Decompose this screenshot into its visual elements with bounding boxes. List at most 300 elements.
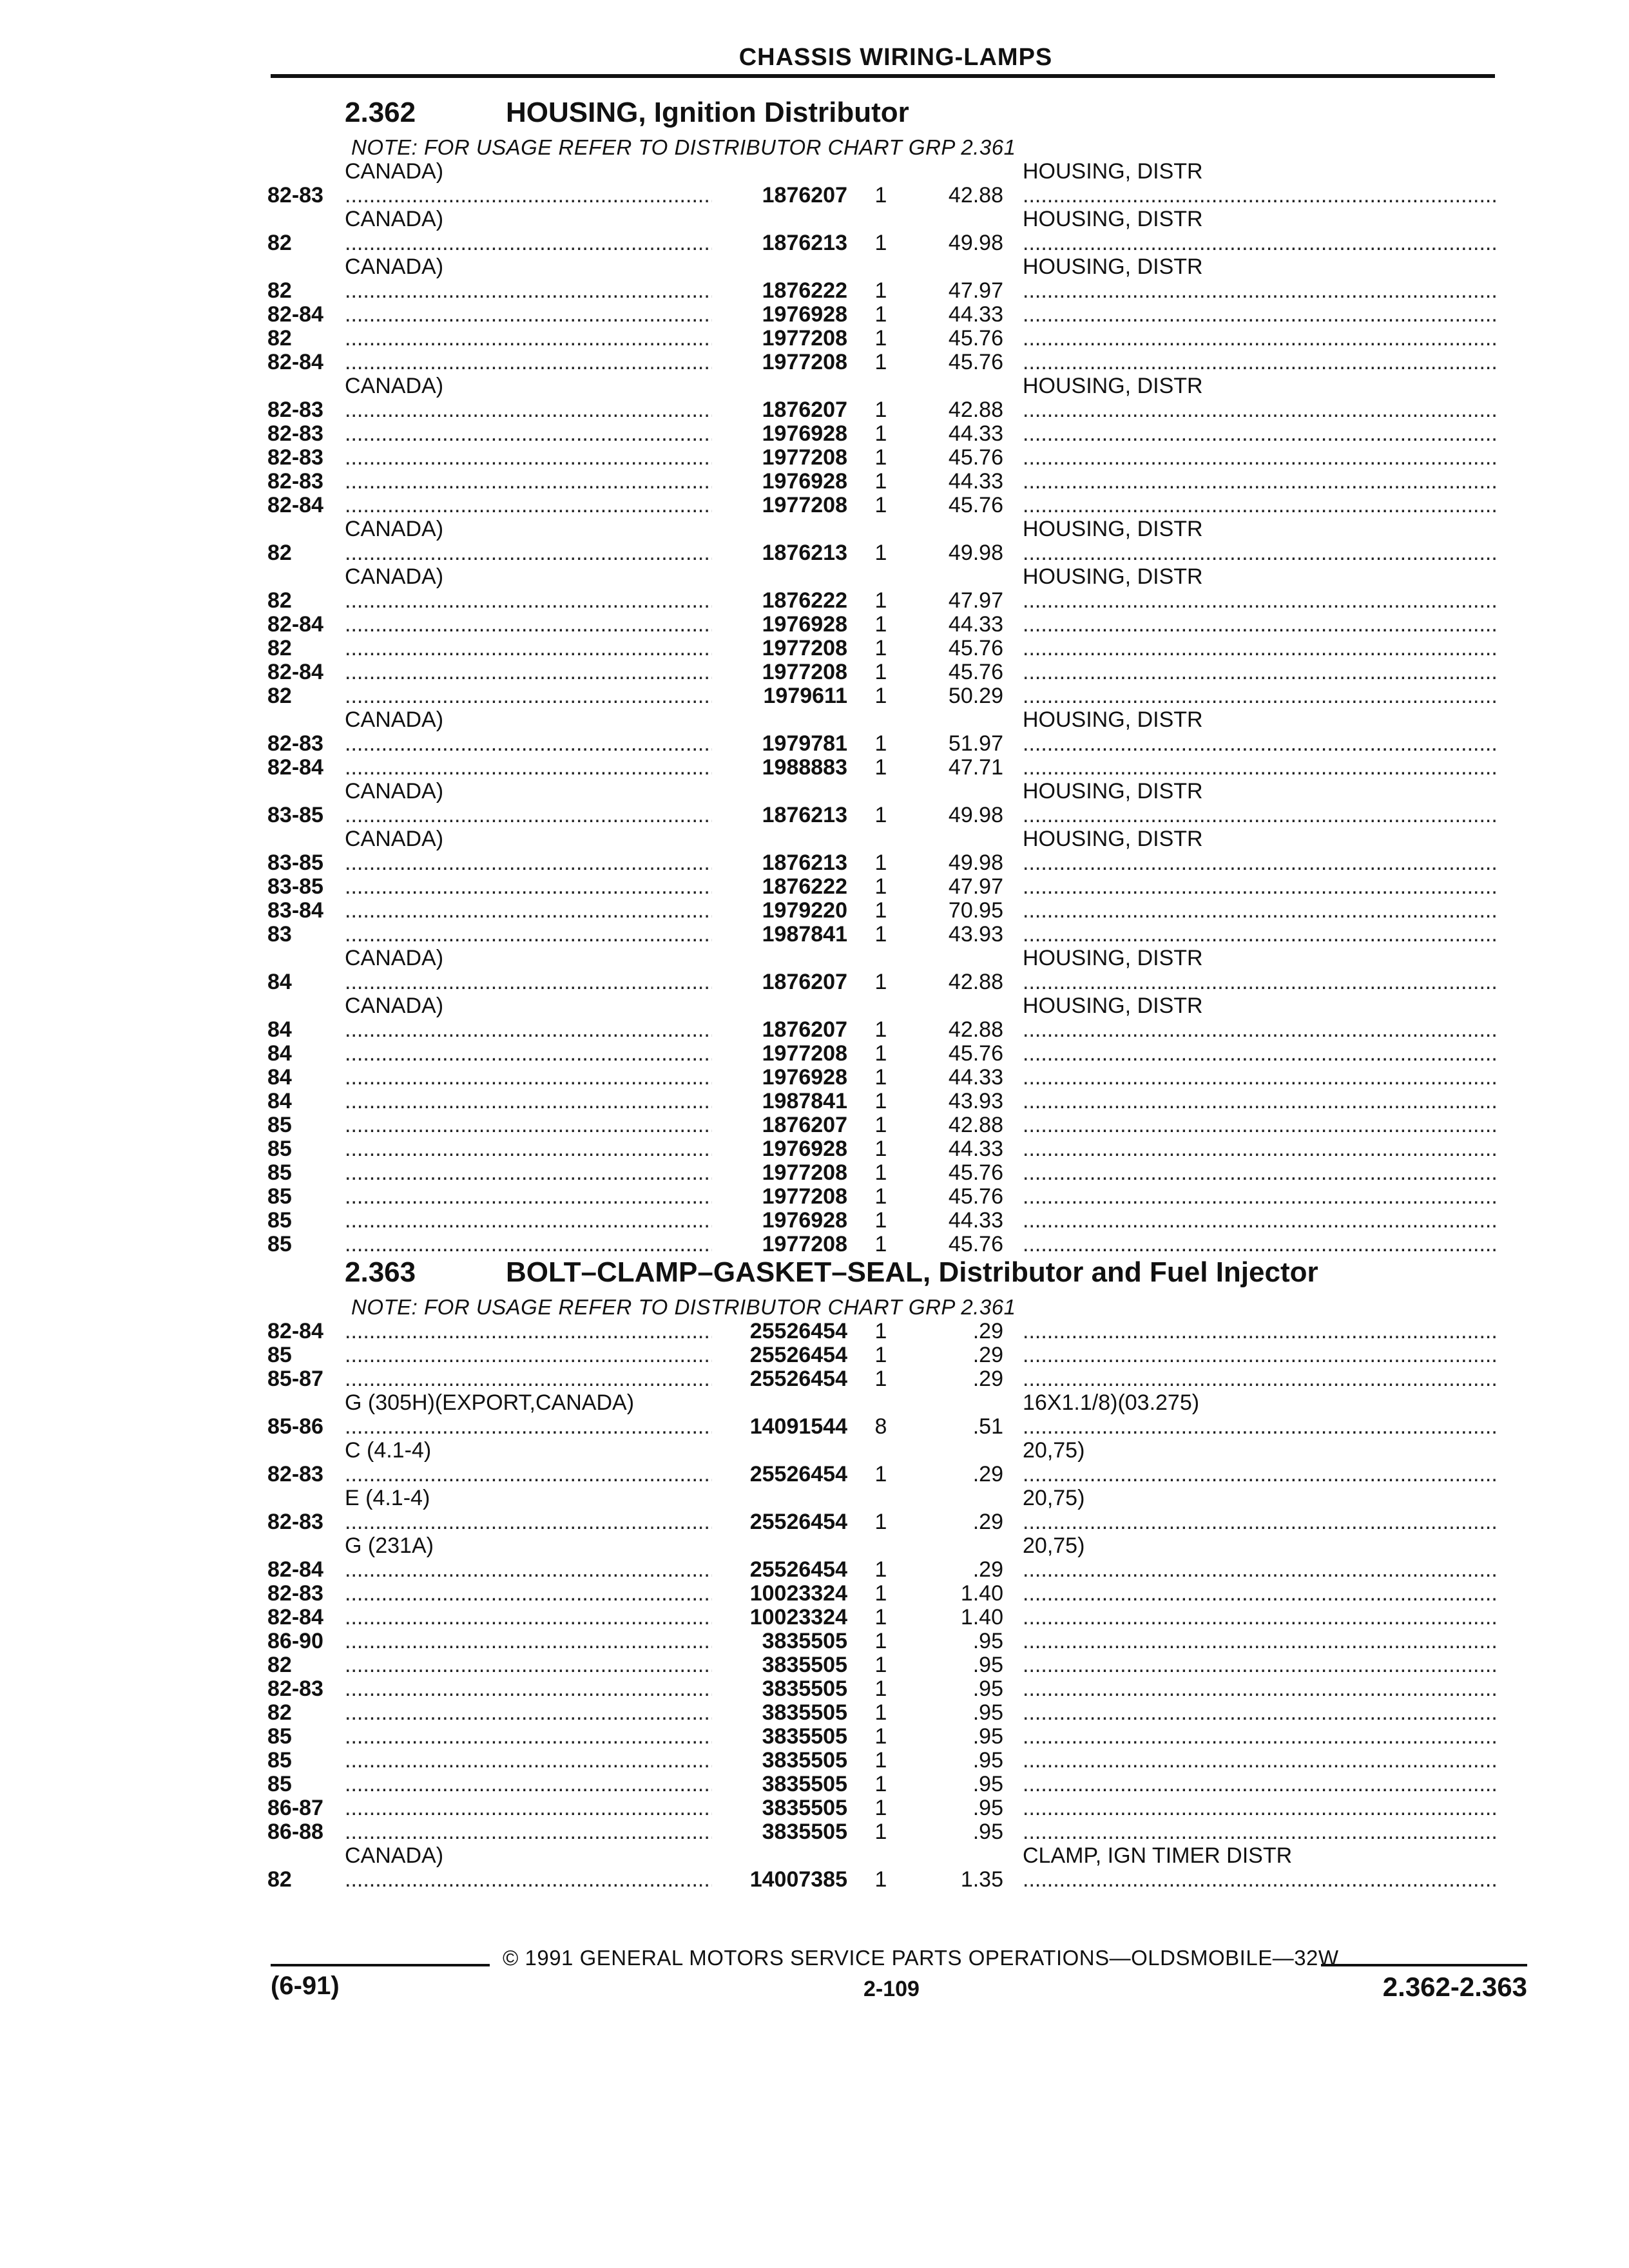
parts-table <box>267 160 1524 1256</box>
part-name <box>1023 1606 1524 1629</box>
model-year: 82 <box>267 327 292 351</box>
part-name <box>1023 1090 1524 1113</box>
quantity: 1 <box>874 660 887 684</box>
table-row <box>267 1391 1524 1439</box>
part-number: 1976928 <box>762 1209 847 1233</box>
model-year: 85 <box>267 1343 292 1367</box>
part-number: 1876207 <box>762 183 847 207</box>
quantity: 1 <box>874 613 887 637</box>
table-row <box>267 1773 1524 1796</box>
table-row <box>267 207 1524 255</box>
model-year: 85 <box>267 1209 292 1233</box>
part-number: 25526454 <box>749 1510 847 1534</box>
quantity: 1 <box>874 1796 887 1820</box>
part-name <box>1023 494 1524 517</box>
usage-description: CANADA) ..... <box>345 780 712 827</box>
usage-description <box>345 660 712 684</box>
price: 49.98 <box>948 803 1003 827</box>
model-year: 82 <box>267 231 292 255</box>
usage-description <box>345 1185 712 1209</box>
price: 49.98 <box>948 541 1003 565</box>
part-number: 3835505 <box>762 1820 847 1844</box>
price: 1.35 <box>960 1867 1003 1892</box>
price: .95 <box>972 1677 1003 1701</box>
part-number: 10023324 <box>749 1582 847 1606</box>
quantity: 1 <box>874 1113 887 1137</box>
section-heading <box>267 97 1524 135</box>
part-name <box>1023 899 1524 923</box>
usage-description <box>345 1701 712 1725</box>
part-number: 1876222 <box>762 875 847 899</box>
quantity: 1 <box>874 1510 887 1534</box>
price: 45.76 <box>948 660 1003 684</box>
part-number: 3835505 <box>762 1773 847 1796</box>
usage-description <box>345 1606 712 1629</box>
table-row <box>267 899 1524 923</box>
part-name <box>1023 1582 1524 1606</box>
price: .29 <box>972 1320 1003 1343</box>
part-name <box>1023 1367 1524 1391</box>
price: 42.88 <box>948 183 1003 207</box>
part-name <box>1023 1773 1524 1796</box>
model-year: 82 <box>267 1701 292 1725</box>
table-row <box>267 637 1524 660</box>
usage-description: CANADA) ..... <box>345 255 712 303</box>
price: .95 <box>972 1701 1003 1725</box>
model-year: 82-84 <box>267 613 323 637</box>
model-year: 85-87 <box>267 1367 323 1391</box>
part-number: 14091544 <box>749 1414 847 1439</box>
model-year: 86-87 <box>267 1796 323 1820</box>
usage-description <box>345 637 712 660</box>
part-number: 1876222 <box>762 278 847 303</box>
model-year: 82-83 <box>267 183 323 207</box>
part-number: 14007385 <box>749 1867 847 1892</box>
quantity: 1 <box>874 1462 887 1486</box>
section-note: NOTE: FOR USAGE REFER TO DISTRIBUTOR CHART GRP 2.361 <box>351 135 1016 159</box>
footer-copyright: © 1991 GENERAL MOTORS SERVICE PARTS OPERATIONS—OLDSMOBILE—32W <box>503 1946 1339 1970</box>
section-number: 2.362 <box>345 97 416 128</box>
part-name <box>1023 613 1524 637</box>
model-year: 82 <box>267 684 292 708</box>
quantity: 1 <box>874 731 887 756</box>
part-name: HOUSING, DISTR ..... <box>1023 517 1524 565</box>
footer-page-number: 2-109 <box>863 1977 920 2001</box>
part-name <box>1023 1653 1524 1677</box>
model-year: 82-84 <box>267 351 323 374</box>
table-row <box>267 327 1524 351</box>
part-name: 20,75) ..... <box>1023 1534 1524 1582</box>
part-name: HOUSING, DISTR ..... <box>1023 255 1524 303</box>
usage-description <box>345 1090 712 1113</box>
price: 47.71 <box>948 756 1003 780</box>
table-row <box>267 708 1524 756</box>
model-year: 85 <box>267 1113 292 1137</box>
quantity: 1 <box>874 1773 887 1796</box>
price: 47.97 <box>948 875 1003 899</box>
quantity: 1 <box>874 1557 887 1582</box>
quantity: 1 <box>874 756 887 780</box>
table-row <box>267 422 1524 446</box>
price: 45.76 <box>948 1233 1003 1256</box>
part-number: 1976928 <box>762 422 847 446</box>
part-number: 1977208 <box>762 1042 847 1066</box>
quantity: 1 <box>874 1629 887 1653</box>
usage-description: CANADA) ..... <box>345 160 712 207</box>
usage-description: CANADA) ..... <box>345 947 712 994</box>
usage-description <box>345 1629 712 1653</box>
model-year: 83-85 <box>267 803 323 827</box>
model-year: 82-83 <box>267 1582 323 1606</box>
part-number: 1987841 <box>762 923 847 947</box>
usage-description <box>345 613 712 637</box>
usage-description <box>345 1161 712 1185</box>
part-number: 1977208 <box>762 327 847 351</box>
table-row <box>267 994 1524 1042</box>
model-year: 84 <box>267 1066 292 1090</box>
price: .95 <box>972 1725 1003 1749</box>
table-row <box>267 923 1524 947</box>
quantity: 1 <box>874 899 887 923</box>
part-name <box>1023 1320 1524 1343</box>
table-row <box>267 494 1524 517</box>
usage-description <box>345 684 712 708</box>
usage-description <box>345 1677 712 1701</box>
model-year: 82 <box>267 1867 292 1892</box>
model-year: 82-84 <box>267 756 323 780</box>
quantity: 1 <box>874 1343 887 1367</box>
model-year: 85-86 <box>267 1414 323 1439</box>
part-number: 1876213 <box>762 231 847 255</box>
part-number: 1976928 <box>762 303 847 327</box>
table-row <box>267 875 1524 899</box>
price: .29 <box>972 1462 1003 1486</box>
quantity: 1 <box>874 1725 887 1749</box>
usage-description: CANADA) ..... <box>345 827 712 875</box>
parts-table <box>267 1320 1524 1892</box>
part-number: 1976928 <box>762 470 847 494</box>
usage-description <box>345 1209 712 1233</box>
price: 44.33 <box>948 1209 1003 1233</box>
part-name: 20,75) ..... <box>1023 1439 1524 1486</box>
price: 49.98 <box>948 850 1003 875</box>
price: 44.33 <box>948 470 1003 494</box>
quantity: 1 <box>874 1606 887 1629</box>
usage-description <box>345 1749 712 1773</box>
price: .29 <box>972 1343 1003 1367</box>
section-note: NOTE: FOR USAGE REFER TO DISTRIBUTOR CHART GRP 2.361 <box>351 1295 1016 1319</box>
price: .29 <box>972 1510 1003 1534</box>
model-year: 83-85 <box>267 875 323 899</box>
table-row <box>267 827 1524 875</box>
price: 42.88 <box>948 1017 1003 1042</box>
quantity: 1 <box>874 446 887 470</box>
part-number: 1876207 <box>762 1017 847 1042</box>
usage-description <box>345 446 712 470</box>
quantity: 1 <box>874 351 887 374</box>
model-year: 85 <box>267 1749 292 1773</box>
usage-description: CANADA) ..... <box>345 565 712 613</box>
model-year: 84 <box>267 1017 292 1042</box>
part-number: 1979781 <box>762 731 847 756</box>
section-housing-ignition-distributor <box>267 97 1524 1256</box>
part-name: HOUSING, DISTR ..... <box>1023 160 1524 207</box>
footer-group-range: 2.362-2.363 <box>1382 1972 1527 2002</box>
part-number: 25526454 <box>749 1320 847 1343</box>
usage-description <box>345 899 712 923</box>
quantity: 1 <box>874 1209 887 1233</box>
price: 45.76 <box>948 1161 1003 1185</box>
table-row <box>267 255 1524 303</box>
price: 42.88 <box>948 1113 1003 1137</box>
price: 47.97 <box>948 588 1003 613</box>
part-number: 3835505 <box>762 1677 847 1701</box>
part-name <box>1023 923 1524 947</box>
model-year: 86-90 <box>267 1629 323 1653</box>
footer-rule-right <box>1321 1964 1527 1966</box>
usage-description: C (4.1-4) ..... <box>345 1439 712 1486</box>
price: 45.76 <box>948 351 1003 374</box>
table-row <box>267 1534 1524 1582</box>
model-year: 84 <box>267 1090 292 1113</box>
part-number: 1977208 <box>762 446 847 470</box>
model-year: 82-83 <box>267 1510 323 1534</box>
part-name <box>1023 1796 1524 1820</box>
model-year: 82 <box>267 541 292 565</box>
quantity: 1 <box>874 970 887 994</box>
part-name: HOUSING, DISTR ..... <box>1023 708 1524 756</box>
quantity: 1 <box>874 637 887 660</box>
part-name <box>1023 660 1524 684</box>
quantity: 1 <box>874 1749 887 1773</box>
price: 44.33 <box>948 1066 1003 1090</box>
table-row <box>267 1066 1524 1090</box>
part-number: 1976928 <box>762 613 847 637</box>
part-number: 3835505 <box>762 1701 847 1725</box>
table-row <box>267 1844 1524 1892</box>
usage-description: CANADA) ..... <box>345 1844 712 1892</box>
table-row <box>267 1820 1524 1844</box>
price: 44.33 <box>948 422 1003 446</box>
part-name <box>1023 327 1524 351</box>
quantity: 1 <box>874 588 887 613</box>
footer-rule-left <box>271 1964 490 1966</box>
part-number: 1979611 <box>763 684 847 708</box>
model-year: 85 <box>267 1161 292 1185</box>
part-number: 1876222 <box>762 588 847 613</box>
part-number: 3835505 <box>762 1725 847 1749</box>
price: 45.76 <box>948 1042 1003 1066</box>
quantity: 1 <box>874 398 887 422</box>
part-number: 1988883 <box>762 756 847 780</box>
model-year: 83-85 <box>267 850 323 875</box>
price: 47.97 <box>948 278 1003 303</box>
model-year: 82-83 <box>267 422 323 446</box>
model-year: 82 <box>267 588 292 613</box>
model-year: 82-84 <box>267 1320 323 1343</box>
usage-description <box>345 470 712 494</box>
model-year: 82-83 <box>267 470 323 494</box>
quantity: 1 <box>874 1582 887 1606</box>
page-footer <box>271 1946 1527 2023</box>
quantity: 1 <box>874 1701 887 1725</box>
quantity: 1 <box>874 1137 887 1161</box>
table-row <box>267 1439 1524 1486</box>
table-row <box>267 613 1524 637</box>
quantity: 1 <box>874 422 887 446</box>
quantity: 1 <box>874 1042 887 1066</box>
part-name: 16X1.1/8)(03.275) ..... <box>1023 1391 1524 1439</box>
usage-description <box>345 422 712 446</box>
model-year: 82-83 <box>267 731 323 756</box>
part-number: 3835505 <box>762 1749 847 1773</box>
part-name: HOUSING, DISTR ..... <box>1023 827 1524 875</box>
part-number: 1977208 <box>762 351 847 374</box>
quantity: 8 <box>874 1414 887 1439</box>
quantity: 1 <box>874 183 887 207</box>
model-year: 83-84 <box>267 899 323 923</box>
price: .29 <box>972 1367 1003 1391</box>
part-name <box>1023 756 1524 780</box>
table-row <box>267 1185 1524 1209</box>
table-row <box>267 947 1524 994</box>
usage-description <box>345 1343 712 1367</box>
quantity: 1 <box>874 1017 887 1042</box>
part-number: 1876213 <box>762 803 847 827</box>
part-name <box>1023 637 1524 660</box>
part-name <box>1023 422 1524 446</box>
table-row <box>267 1113 1524 1137</box>
price: .95 <box>972 1653 1003 1677</box>
quantity: 1 <box>874 1090 887 1113</box>
quantity: 1 <box>874 1066 887 1090</box>
usage-description <box>345 494 712 517</box>
model-year: 82-84 <box>267 494 323 517</box>
quantity: 1 <box>874 1653 887 1677</box>
part-name: 20,75) ..... <box>1023 1486 1524 1534</box>
model-year: 85 <box>267 1185 292 1209</box>
page-title: CHASSIS WIRING-LAMPS <box>738 44 1053 71</box>
model-year: 85 <box>267 1773 292 1796</box>
usage-description <box>345 327 712 351</box>
table-row <box>267 756 1524 780</box>
table-row <box>267 1749 1524 1773</box>
section-title: BOLT–CLAMP–GASKET–SEAL, Distributor and Fuel Injector <box>506 1256 1318 1288</box>
table-row <box>267 1161 1524 1185</box>
price: 51.97 <box>948 731 1003 756</box>
usage-description <box>345 1137 712 1161</box>
part-name: HOUSING, DISTR ..... <box>1023 780 1524 827</box>
part-number: 3835505 <box>762 1796 847 1820</box>
quantity: 1 <box>874 1867 887 1892</box>
usage-description <box>345 1796 712 1820</box>
quantity: 1 <box>874 494 887 517</box>
quantity: 1 <box>874 1161 887 1185</box>
price: .95 <box>972 1773 1003 1796</box>
price: 45.76 <box>948 446 1003 470</box>
table-row <box>267 1233 1524 1256</box>
usage-description <box>345 1582 712 1606</box>
part-name: HOUSING, DISTR ..... <box>1023 207 1524 255</box>
usage-description: G (231A) ..... <box>345 1534 712 1582</box>
table-row <box>267 565 1524 613</box>
model-year: 82-84 <box>267 1557 323 1582</box>
table-row <box>267 470 1524 494</box>
part-number: 1876213 <box>762 850 847 875</box>
model-year: 82-83 <box>267 1677 323 1701</box>
model-year: 84 <box>267 970 292 994</box>
price: .51 <box>972 1414 1003 1439</box>
price: 1.40 <box>960 1606 1003 1629</box>
table-row <box>267 1677 1524 1701</box>
price: 50.29 <box>948 684 1003 708</box>
table-row <box>267 1653 1524 1677</box>
part-name <box>1023 1185 1524 1209</box>
part-name <box>1023 1820 1524 1844</box>
usage-description: CANADA) ..... <box>345 207 712 255</box>
quantity: 1 <box>874 470 887 494</box>
part-number: 3835505 <box>762 1653 847 1677</box>
part-number: 1876207 <box>762 970 847 994</box>
part-name <box>1023 1113 1524 1137</box>
table-row <box>267 1343 1524 1367</box>
part-name <box>1023 1042 1524 1066</box>
usage-description <box>345 1773 712 1796</box>
table-row <box>267 1137 1524 1161</box>
quantity: 1 <box>874 803 887 827</box>
model-year: 82 <box>267 637 292 660</box>
part-name <box>1023 1677 1524 1701</box>
quantity: 1 <box>874 541 887 565</box>
quantity: 1 <box>874 850 887 875</box>
section-heading <box>267 1256 1524 1295</box>
usage-description <box>345 1113 712 1137</box>
model-year: 82-84 <box>267 1606 323 1629</box>
quantity: 1 <box>874 327 887 351</box>
model-year: 82 <box>267 278 292 303</box>
section-title: HOUSING, Ignition Distributor <box>506 97 909 128</box>
table-row <box>267 1725 1524 1749</box>
usage-description <box>345 756 712 780</box>
part-name <box>1023 1701 1524 1725</box>
table-row <box>267 660 1524 684</box>
usage-description: CANADA) ..... <box>345 374 712 422</box>
part-number: 25526454 <box>749 1462 847 1486</box>
table-row <box>267 1701 1524 1725</box>
part-number: 25526454 <box>749 1557 847 1582</box>
price: .95 <box>972 1629 1003 1653</box>
model-year: 85 <box>267 1137 292 1161</box>
usage-description <box>345 1320 712 1343</box>
part-name: HOUSING, DISTR ..... <box>1023 374 1524 422</box>
price: 1.40 <box>960 1582 1003 1606</box>
usage-description <box>345 1066 712 1090</box>
table-row <box>267 780 1524 827</box>
part-name <box>1023 1233 1524 1256</box>
model-year: 83 <box>267 923 292 947</box>
table-row <box>267 1582 1524 1606</box>
part-number: 25526454 <box>749 1343 847 1367</box>
table-row <box>267 1090 1524 1113</box>
part-number: 10023324 <box>749 1606 847 1629</box>
part-number: 1977208 <box>762 637 847 660</box>
quantity: 1 <box>874 303 887 327</box>
usage-description: CANADA) ..... <box>345 517 712 565</box>
part-name: CLAMP, IGN TIMER DISTR ..... <box>1023 1844 1524 1892</box>
part-name <box>1023 875 1524 899</box>
model-year: 82-84 <box>267 303 323 327</box>
price: 43.93 <box>948 1090 1003 1113</box>
